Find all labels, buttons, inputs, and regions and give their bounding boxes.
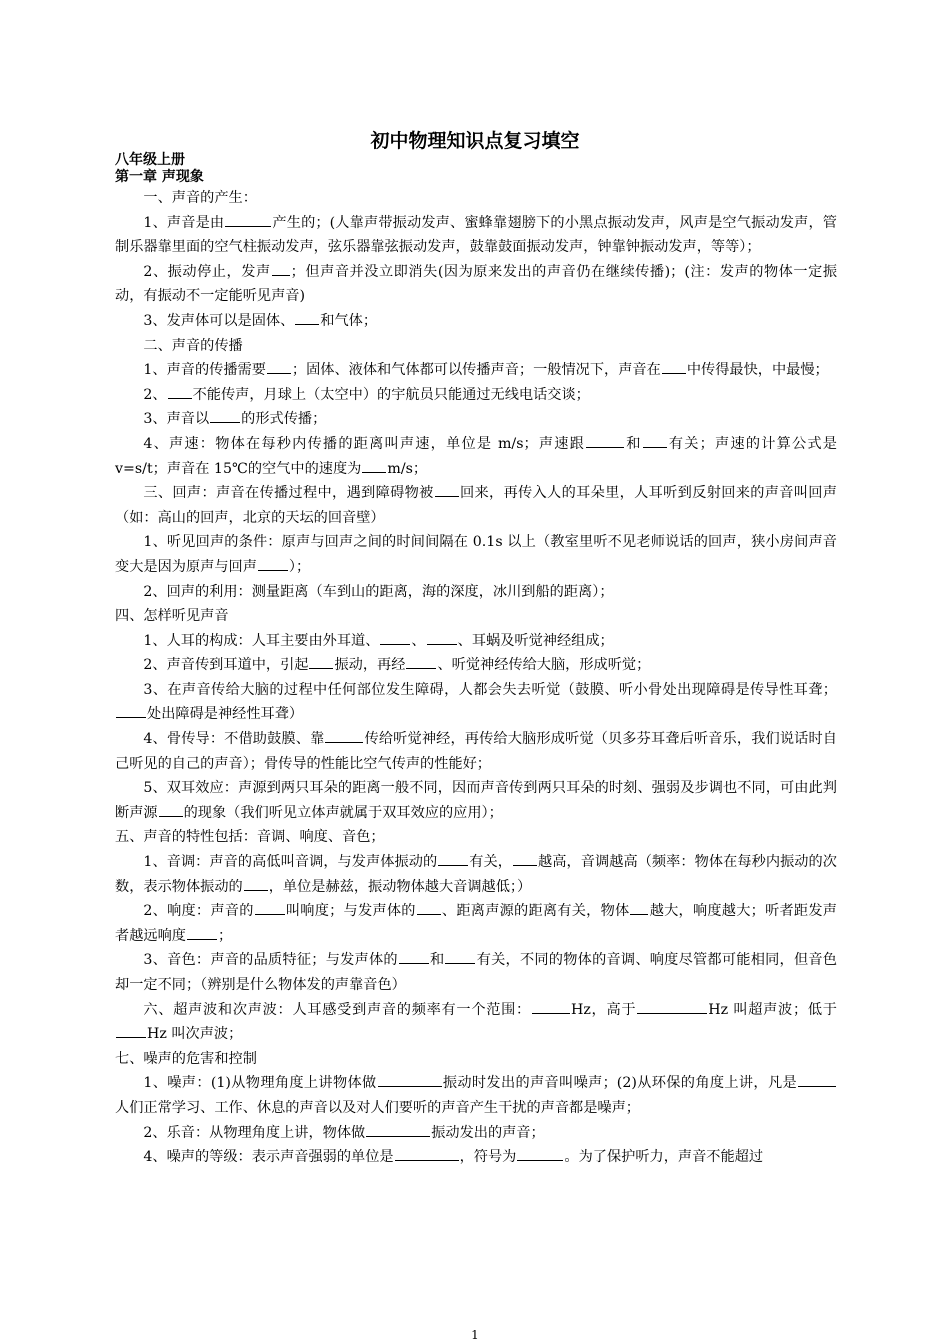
- fill-blank: [362, 458, 386, 473]
- section-heading: 五、声音的特性包括：音调、响度、音色；: [115, 829, 385, 846]
- fill-blank: [517, 1146, 563, 1161]
- paragraph: 2、声音传到耳道中，引起 振动，再经 、听觉神经传给大脑，形成听觉；: [115, 653, 837, 678]
- fill-blank: [438, 851, 468, 866]
- section-heading: 四、怎样听见声音: [115, 608, 229, 625]
- paragraph: 3、声音以 的形式传播；: [115, 407, 837, 432]
- fill-blank: [406, 654, 436, 669]
- paragraph: 4、噪声的等级：表示声音强弱的单位是 ，符号为 。为了保护听力，声音不能超过: [115, 1145, 837, 1170]
- fill-blank: [309, 654, 333, 669]
- fill-blank: [798, 1072, 836, 1087]
- fill-blank: [225, 212, 271, 227]
- fill-blank: [258, 556, 288, 571]
- paragraph: 1、噪声：(1)从物理角度上讲物体做 振动时发出的声音叫噪声；(2)从环保的角度上讲，凡是人们正常学习、工作、休息的声音以及对人们要听的声音产生干扰的声音都是噪声；: [115, 1071, 837, 1120]
- fill-blank: [325, 728, 363, 743]
- section-heading: 七、噪声的危害和控制: [115, 1050, 257, 1067]
- section-heading: 一、声音的产生：: [143, 190, 257, 206]
- paragraph: 1、音调：声音的高低叫音调，与发声体振动的 有关， 越高，音调越高（频率：物体在每秒内振动的次数，表示物体振动的 ，单位是赫兹，振动物体越大音调越低；）: [115, 850, 837, 899]
- fill-blank: [267, 359, 291, 374]
- fill-blank: [116, 1023, 146, 1038]
- fill-blank: [295, 310, 319, 325]
- fill-blank: [662, 359, 686, 374]
- paragraph: 5、双耳效应：声源到两只耳朵的距离一般不同，因而声音传到两只耳朵的时刻、强弱及步调也不同，可由此判断声源 的现象（我们听见立体声就属于双耳效应的应用）；: [115, 780, 837, 821]
- paragraph: 1、声音是由 产生的；(人靠声带振动发声、蜜蜂靠翅膀下的小黑点振动发声，风声是空气振动发声，管制乐器靠里面的空气柱振动发声，弦乐器靠弦振动发声，鼓靠鼓面振动发声，钟靠钟振动发声，等等）；: [115, 211, 837, 260]
- document-body: [115, 152, 837, 1170]
- grade-heading: 八年级上册: [115, 152, 185, 168]
- paragraph: 3、在声音传给大脑的过程中任何部位发生障碍，人都会失去听觉（鼓膜、听小骨处出现障碍是传导性耳聋；处出障碍是神经性耳聋）: [115, 678, 837, 727]
- paragraph: 4、骨传导：不借助鼓膜、靠 传给听觉神经，再传给大脑形成听觉（贝多芬耳聋后听音乐，我们说话时自己听见的自己的声音）；骨传导的性能比空气传声的性能好；: [115, 727, 837, 776]
- paragraph: 1、听见回声的条件：原声与回声之间的时间间隔在 0.1s 以上（教室里听不见老师说话的回声，狭小房间声音变大是因为原声与回声 ）；: [115, 534, 837, 575]
- paragraph: 2、振动停止，发声 ；但声音并没立即消失(因为原来发出的声音仍在继续传播)；(注：发声的物体一定振动，有振动不一定能听见声音): [115, 260, 837, 309]
- section-heading: 三、回声：声音在传播过程中，遇到障碍物被 回来，再传入人的耳朵里，人耳听到反射回来的声音叫回声（如：高山的回声，北京的天坛的回音壁）: [115, 481, 837, 530]
- page-number: 1: [471, 1328, 479, 1342]
- fill-blank: [427, 630, 457, 645]
- fill-blank: [378, 1072, 442, 1087]
- fill-blank: [272, 261, 290, 276]
- fill-blank: [532, 999, 570, 1014]
- fill-blank: [435, 482, 459, 497]
- document-title: 初中物理知识点复习填空: [370, 130, 580, 152]
- paragraph: 1、人耳的构成：人耳主要由外耳道、 、 、耳蜗及听觉神经组成；: [115, 629, 837, 654]
- fill-blank: [395, 1146, 459, 1161]
- paragraph: 3、发声体可以是固体、 和气体；: [115, 309, 837, 334]
- fill-blank: [643, 433, 667, 448]
- fill-blank: [399, 949, 429, 964]
- fill-blank: [380, 630, 410, 645]
- fill-blank: [366, 1122, 430, 1137]
- fill-blank: [116, 703, 146, 718]
- paragraph: 1、声音的传播需要 ；固体、液体和气体都可以传播声音；一般情况下，声音在 中传得最快，中最慢；: [115, 358, 837, 383]
- fill-blank: [586, 433, 624, 448]
- fill-blank: [637, 999, 707, 1014]
- paragraph: 2、 不能传声，月球上（太空中）的宇航员只能通过无线电话交谈；: [115, 383, 837, 408]
- section-heading: 六、超声波和次声波：人耳感受到声音的频率有一个范围： Hz，高于 Hz 叫超声波；低于Hz 叫次声波；: [115, 998, 837, 1047]
- fill-blank: [159, 802, 183, 817]
- fill-blank: [255, 900, 285, 915]
- fill-blank: [187, 925, 217, 940]
- paragraph: 2、响度：声音的 叫响度；与发声体的 、距离声源的距离有关，物体 越大，响度越大；听者距发声者越远响度 ；: [115, 899, 837, 948]
- paragraph: 2、回声的利用：测量距离（车到山的距离，海的深度，冰川到船的距离）；: [143, 583, 614, 600]
- section-heading: 二、声音的传播: [143, 337, 243, 354]
- fill-blank: [417, 900, 441, 915]
- paragraph: 4、声速：物体在每秒内传播的距离叫声速，单位是 m/s；声速跟 和 有关；声速的计算公式是 v=s/t；声音在 15℃的空气中的速度为 m/s；: [115, 432, 837, 481]
- fill-blank: [244, 876, 268, 891]
- fill-blank: [210, 408, 240, 423]
- fill-blank: [445, 949, 475, 964]
- fill-blank: [630, 900, 648, 915]
- fill-blank: [168, 384, 192, 399]
- chapter-heading: 第一章 声现象: [115, 169, 204, 185]
- fill-blank: [513, 851, 537, 866]
- paragraph: 2、乐音：从物理角度上讲，物体做 振动发出的声音；: [115, 1121, 837, 1146]
- paragraph: 3、音色：声音的品质特征；与发声体的 和 有关，不同的物体的音调、响度尽管都可能相同，但音色却一定不同；（辨别是什么物体发的声靠音色）: [115, 948, 837, 997]
